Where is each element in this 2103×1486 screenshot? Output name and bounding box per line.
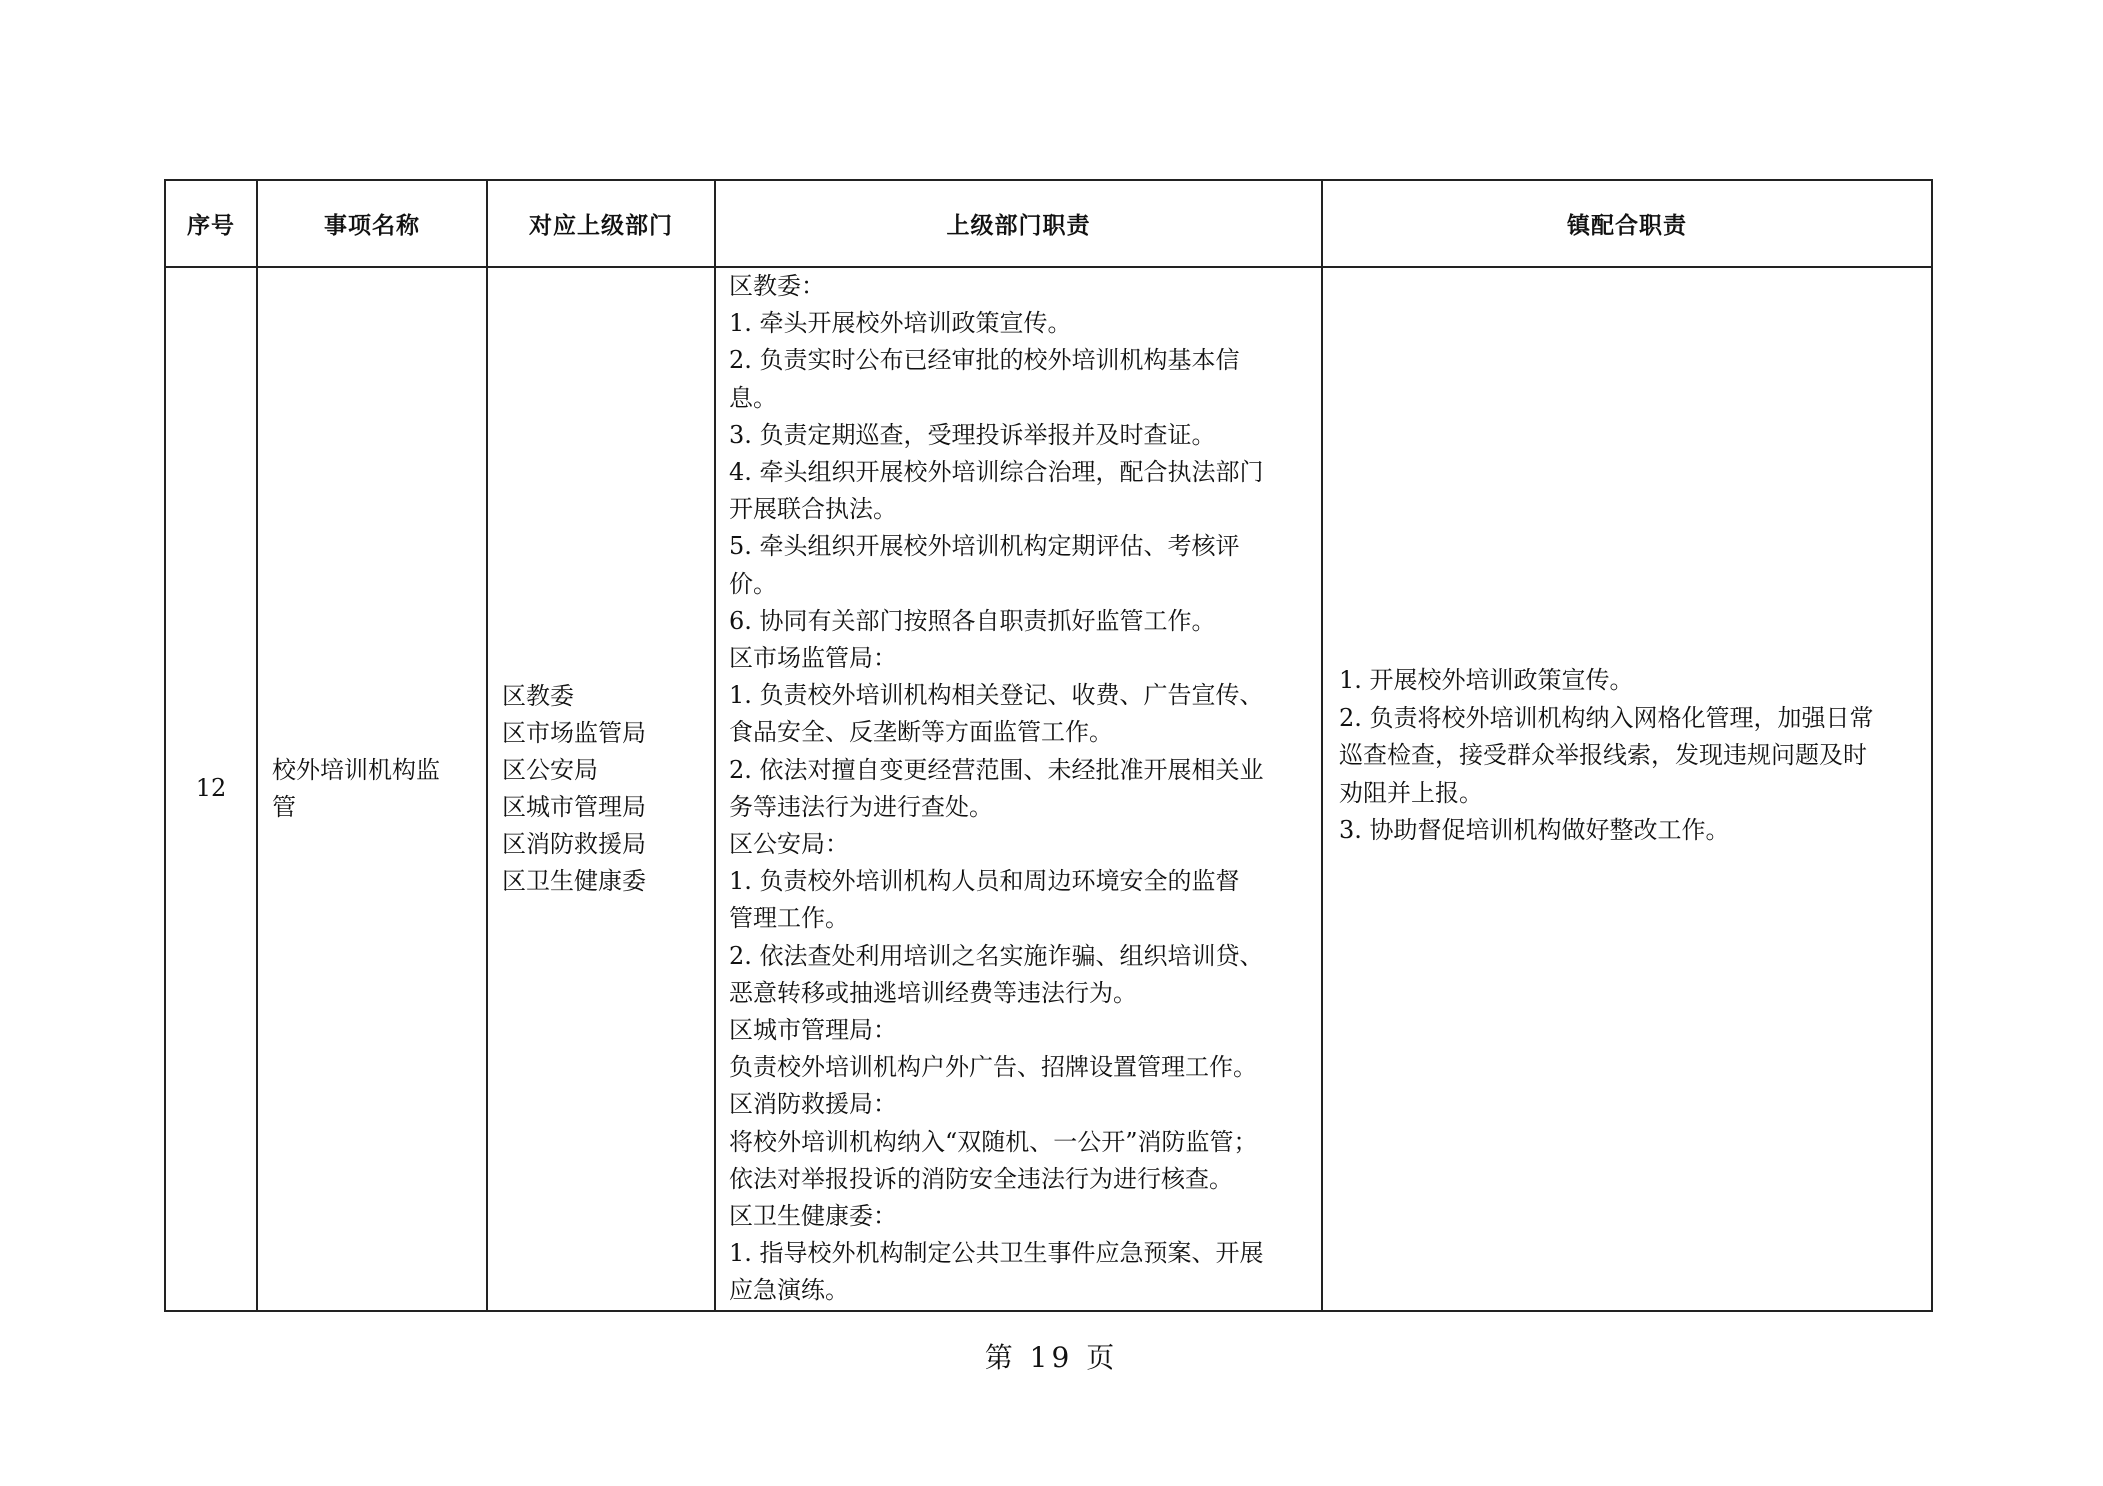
duty-line: 区消防救援局： (729, 1090, 897, 1119)
department-item: 区公安局 (502, 755, 598, 784)
duty-line: 价。 (729, 569, 777, 598)
duty-line: 负责校外培训机构户外广告、招牌设置管理工作。 (729, 1053, 1257, 1082)
header-department: 对应上级部门 (487, 180, 715, 267)
duty-line: 3. 负责定期巡查，受理投诉举报并及时查证。 (729, 420, 1216, 449)
duty-line: 2. 依法对擅自变更经营范围、未经批准开展相关业 (729, 755, 1264, 784)
duty-line: 区教委： (729, 272, 825, 300)
duty-line: 2. 依法查处利用培训之名实施诈骗、组织培训贷、 (729, 941, 1264, 970)
duty-line: 区市场监管局： (729, 644, 897, 673)
duty-line: 4. 牵头组织开展校外培训综合治理，配合执法部门 (729, 458, 1264, 487)
town-duty-line: 3. 协助督促培训机构做好整改工作。 (1339, 816, 1730, 845)
header-seq: 序号 (165, 180, 257, 267)
cell-departments (487, 267, 715, 1311)
cell-dept-duties (715, 267, 1322, 1311)
header-town-duties: 镇配合职责 (1322, 180, 1932, 267)
department-item: 区教委 (502, 681, 574, 710)
duty-line: 管理工作。 (729, 904, 849, 933)
responsibility-table (164, 179, 1933, 1312)
duty-line: 5. 牵头组织开展校外培训机构定期评估、考核评 (729, 532, 1240, 561)
duty-line: 1. 负责校外培训机构人员和周边环境安全的监督 (729, 867, 1240, 896)
cell-item-name (257, 267, 487, 1311)
town-duty-line: 劝阻并上报。 (1339, 778, 1483, 807)
table-row (165, 267, 1932, 1311)
duty-line: 务等违法行为进行查处。 (729, 792, 993, 821)
department-item: 区消防救援局 (502, 829, 646, 858)
header-item-name: 事项名称 (257, 180, 487, 267)
department-item: 区卫生健康委 (502, 866, 646, 895)
duty-line: 将校外培训机构纳入“双随机、一公开”消防监管； (729, 1127, 1258, 1156)
duty-line: 应急演练。 (729, 1276, 849, 1305)
header-row (165, 180, 1932, 267)
duty-line: 区公安局： (729, 830, 849, 859)
duty-line: 区卫生健康委： (729, 1202, 897, 1231)
town-duty-line: 1. 开展校外培训政策宣传。 (1339, 666, 1634, 695)
duty-line: 2. 负责实时公布已经审批的校外培训机构基本信 (729, 346, 1240, 375)
duty-line: 息。 (729, 383, 777, 412)
duty-line: 1. 负责校外培训机构相关登记、收费、广告宣传、 (729, 681, 1264, 710)
cell-seq: 12 (165, 267, 257, 1311)
duty-line: 6. 协同有关部门按照各自职责抓好监管工作。 (729, 606, 1216, 635)
page-number: 第 19 页 (984, 1341, 1119, 1374)
duty-line: 1. 指导校外机构制定公共卫生事件应急预案、开展 (729, 1239, 1264, 1268)
name-line: 校外培训机构监 (272, 755, 440, 784)
duty-line: 食品安全、反垄断等方面监管工作。 (729, 718, 1113, 747)
department-item: 区城市管理局 (502, 792, 646, 821)
duty-line: 1. 牵头开展校外培训政策宣传。 (729, 309, 1072, 338)
department-item: 区市场监管局 (502, 718, 646, 747)
cell-town-duties (1322, 267, 1932, 1311)
duty-line: 区城市管理局： (729, 1016, 897, 1045)
town-duty-line: 2. 负责将校外培训机构纳入网格化管理，加强日常 (1339, 703, 1874, 732)
town-duty-line: 巡查检查，接受群众举报线索，发现违规问题及时 (1339, 741, 1867, 770)
header-dept-duties: 上级部门职责 (715, 180, 1322, 267)
duty-line: 依法对举报投诉的消防安全违法行为进行核查。 (729, 1164, 1233, 1193)
duty-line: 恶意转移或抽逃培训经费等违法行为。 (729, 978, 1137, 1007)
name-line: 管 (272, 792, 296, 821)
duty-line: 开展联合执法。 (729, 495, 897, 524)
